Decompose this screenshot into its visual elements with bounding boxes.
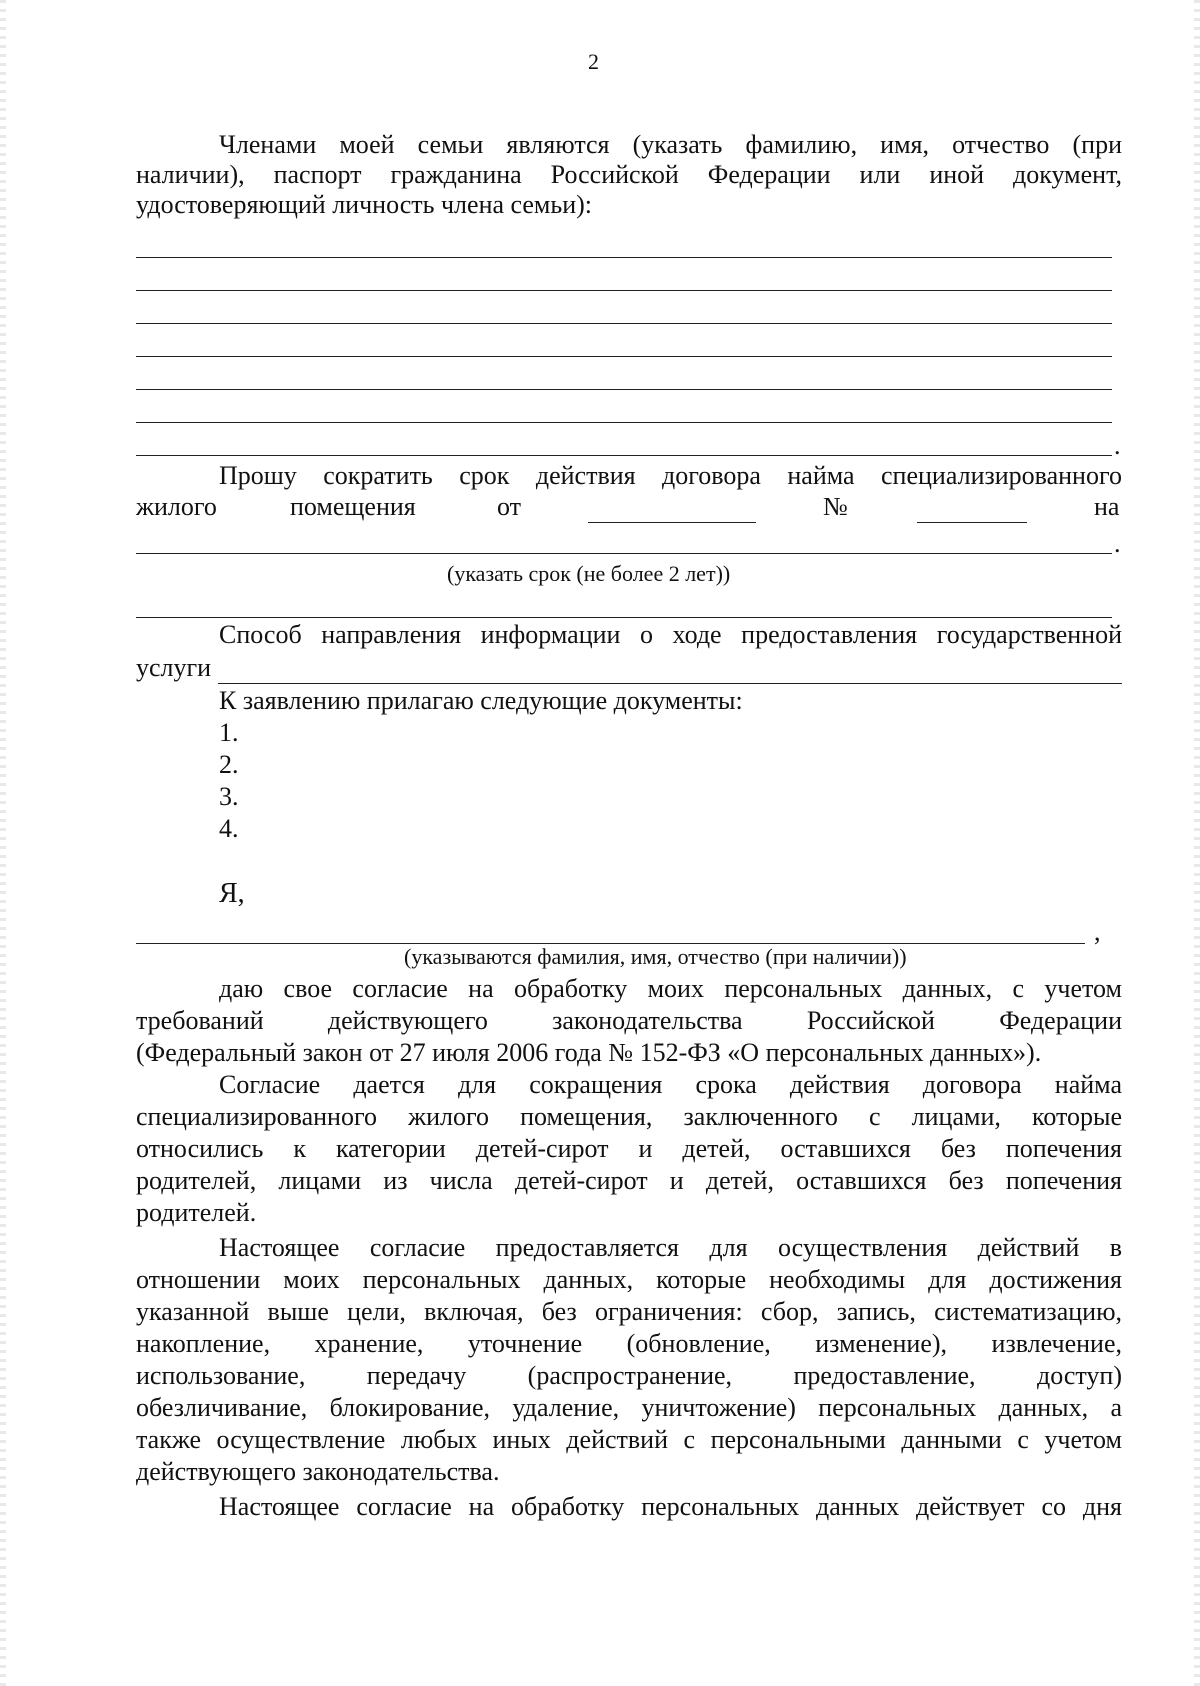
info-method-field[interactable]	[218, 683, 1122, 684]
term-hint: (указать срок (не более 2 лет))	[447, 561, 731, 586]
family-line-1: Членами моей семьи являются (указать фамилию, имя, отчество (при	[219, 130, 1122, 159]
family-end-period: .	[1114, 431, 1121, 460]
request-word-for: на	[1094, 492, 1120, 521]
request-word-housing: жилого	[136, 492, 217, 521]
consent-p1-line-1: даю свое согласие на обработку моих персональных данных, с учетом	[219, 974, 1122, 1003]
consent-p3-line-7: также осуществление любых иных действий с персональными данными с учетом	[136, 1425, 1122, 1454]
consent-p1-line-2: требований действующего законодательства Российской Федерации	[136, 1006, 1122, 1035]
family-blank-line-5[interactable]	[136, 389, 1112, 390]
request-end-period: .	[1114, 529, 1121, 558]
info-method-line-1: Способ направления информации о ходе предоставления государственной	[219, 620, 1122, 649]
consent-p3-line-6: обезличивание, блокирование, удаление, уничтожение) персональных данных, а	[136, 1393, 1122, 1422]
scan-edge-left	[0, 0, 6, 1686]
consent-ya: Я,	[219, 878, 245, 909]
family-blank-line-7[interactable]	[136, 455, 1112, 456]
attachment-item-2: 2.	[219, 750, 239, 779]
family-line-3: удостоверяющий личность члена семьи):	[136, 190, 593, 219]
attachments-heading: К заявлению прилагаю следующие документы:	[219, 686, 743, 715]
consent-p2-line-4: родителей, лицами из числа детей-сирот и детей, оставшихся без попечения	[136, 1166, 1122, 1195]
consent-p3-line-2: отношении моих персональных данных, которые необходимы для достижения	[136, 1265, 1122, 1294]
family-blank-line-6[interactable]	[136, 422, 1112, 423]
consent-name-hint: (указываются фамилия, имя, отчество (при наличии))	[404, 944, 907, 969]
page-number: 2	[588, 49, 599, 74]
consent-p2-line-2: специализированного жилого помещения, заключенного с лицами, которые	[136, 1102, 1122, 1131]
info-method-line-2: услуги	[136, 653, 212, 682]
consent-p2-line-5: родителей.	[136, 1198, 257, 1227]
extra-blank-line[interactable]	[136, 617, 1112, 618]
contract-date-field[interactable]	[588, 522, 756, 523]
family-blank-line-1[interactable]	[136, 257, 1112, 258]
term-field[interactable]	[136, 553, 1112, 554]
family-blank-line-3[interactable]	[136, 323, 1112, 324]
request-line-1: Прошу сократить срок действия договора найма специализированного	[219, 461, 1122, 490]
family-line-2: наличии), паспорт гражданина Российской Федерации или иной документ,	[136, 160, 1122, 189]
consent-p3-line-3: указанной выше цели, включая, без ограничения: сбор, запись, систематизацию,	[136, 1297, 1122, 1326]
attachment-item-3: 3.	[219, 782, 239, 811]
request-word-from: от	[497, 492, 522, 521]
consent-p3-line-1: Настоящее согласие предоставляется для осуществления действий в	[219, 1233, 1122, 1262]
consent-p3-line-8: действующего законодательства.	[136, 1457, 500, 1486]
contract-number-field[interactable]	[917, 522, 1027, 523]
request-word-premises: помещения	[290, 492, 416, 521]
attachment-item-1: 1.	[219, 718, 239, 747]
consent-p1-line-3: (Федеральный закон от 27 июля 2006 года № 152-ФЗ «О персональных данных»).	[136, 1038, 1042, 1067]
consent-comma: ,	[1094, 917, 1101, 946]
consent-p2-line-1: Согласие дается для сокращения срока действия договора найма	[219, 1070, 1122, 1099]
scan-edge-right	[1194, 0, 1200, 1686]
consent-p2-line-3: относились к категории детей-сирот и детей, оставшихся без попечения	[136, 1134, 1122, 1163]
consent-p3-line-5: использование, передачу (распространение, предоставление, доступ)	[136, 1361, 1122, 1390]
family-blank-line-2[interactable]	[136, 290, 1112, 291]
consent-p3-line-4: накопление, хранение, уточнение (обновление, изменение), извлечение,	[136, 1329, 1122, 1358]
request-number-sign: №	[823, 492, 848, 521]
consent-p4-line-1: Настоящее согласие на обработку персональных данных действует со дня	[219, 1492, 1122, 1521]
family-blank-line-4[interactable]	[136, 356, 1112, 357]
attachment-item-4: 4.	[219, 814, 239, 843]
